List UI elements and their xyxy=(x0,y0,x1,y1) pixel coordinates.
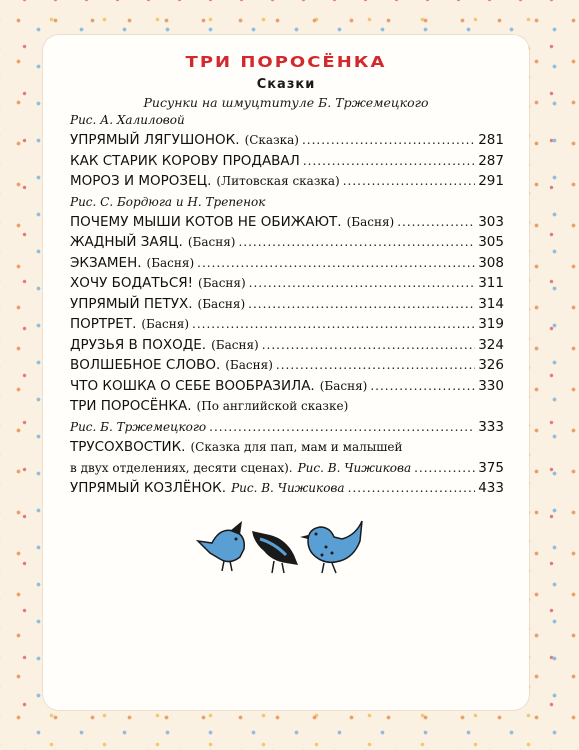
entry-note: (Басня) xyxy=(146,255,195,270)
toc-entry xyxy=(70,214,504,235)
bird-icon xyxy=(252,531,298,573)
page-number: 330 xyxy=(478,377,504,394)
three-birds-icon xyxy=(190,509,370,579)
table-of-contents xyxy=(70,113,504,501)
illustrator-name: Рис. А. Халиловой xyxy=(70,113,185,127)
leader-dots xyxy=(192,317,475,331)
book-title: ТРИ ПОРОСЁНКА xyxy=(185,53,387,72)
leader-dots xyxy=(302,133,475,147)
entry-title: ДРУЗЬЯ В ПОХОДЕ. xyxy=(70,336,207,353)
leader-dots xyxy=(262,338,476,352)
page-number: 281 xyxy=(478,132,504,148)
leader-dots xyxy=(209,420,475,434)
toc-entry xyxy=(70,337,504,358)
entry-note: (Литовская сказка) xyxy=(216,174,340,188)
entry-title: ХОЧУ БОДАТЬСЯ! xyxy=(70,275,194,291)
entry-title: ЭКЗАМЕН. xyxy=(70,254,142,271)
entry-note: (Басня) xyxy=(141,317,189,331)
toc-entry xyxy=(70,398,504,419)
page-number: 287 xyxy=(478,152,504,169)
entry-title: ПОЧЕМУ МЫШИ КОТОВ НЕ ОБИЖАЮТ. xyxy=(70,213,342,230)
page-number: 291 xyxy=(478,173,504,189)
leader-dots xyxy=(348,481,476,495)
toc-entry xyxy=(70,153,504,174)
entry-title: КАК СТАРИК КОРОВУ ПРОДАВАЛ xyxy=(70,152,300,169)
entry-title: ПОРТРЕТ. xyxy=(70,316,137,332)
illustrator-name: Рис. В. Чижикова xyxy=(231,481,345,495)
bird-icon xyxy=(300,521,362,573)
entry-note: (По английской сказке) xyxy=(196,399,349,413)
page-number: 314 xyxy=(478,295,504,312)
entry-title: ТРИ ПОРОСЁНКА. xyxy=(70,398,192,414)
leader-dots xyxy=(197,256,475,270)
entry-note: (Басня) xyxy=(187,235,236,249)
entry-title: ВОЛШЕБНОЕ СЛОВО. xyxy=(70,357,221,373)
entry-note: (Сказка) xyxy=(244,133,299,147)
leader-dots xyxy=(303,154,475,168)
illustrator-line xyxy=(70,195,504,214)
entry-note: (Басня) xyxy=(225,358,273,372)
page-number: 375 xyxy=(478,459,504,476)
entry-note: (Басня) xyxy=(198,276,246,290)
page-number: 303 xyxy=(478,213,504,230)
entry-title: УПРЯМЫЙ КОЗЛЁНОК. xyxy=(70,480,227,496)
toc-entry-continued xyxy=(70,460,504,481)
toc-entry xyxy=(70,357,504,378)
toc-entry xyxy=(70,480,504,501)
page-number: 311 xyxy=(478,275,504,291)
entry-note: (Басня) xyxy=(319,378,368,393)
entry-note: (Сказка для пап, мам и малышей xyxy=(190,440,403,454)
toc-entry xyxy=(70,275,504,296)
entry-title: ЧТО КОШКА О СЕБЕ ВООБРАЗИЛА. xyxy=(70,377,315,394)
entry-title: ТРУСОХВОСТИК. xyxy=(70,439,186,455)
entry-note: (Басня) xyxy=(346,214,395,229)
bird-icon xyxy=(198,521,244,571)
leader-dots xyxy=(343,174,476,188)
toc-entry xyxy=(70,378,504,399)
toc-entry xyxy=(70,296,504,317)
illustrator-line xyxy=(70,113,504,132)
illustrator-name: Рис. В. Чижикова xyxy=(297,460,412,475)
toc-entry xyxy=(70,132,504,153)
page-number: 433 xyxy=(478,480,504,496)
entry-title: УПРЯМЫЙ ПЕТУХ. xyxy=(70,295,193,312)
leader-dots xyxy=(238,235,475,249)
toc-entry xyxy=(70,234,504,255)
toc-entry xyxy=(70,316,504,337)
entry-title: УПРЯМЫЙ ЛЯГУШОНОК. xyxy=(70,132,240,148)
page-number: 333 xyxy=(478,418,504,435)
page-number: 324 xyxy=(478,336,504,353)
page-number: 308 xyxy=(478,254,504,271)
illustration-credit: Рисунки на шмуцтитуле Б. Тржемецкого xyxy=(143,95,429,110)
entry-note: (Басня) xyxy=(211,337,259,352)
entry-note: в двух отделениях, десяти сценах). xyxy=(70,460,293,475)
entry-title: МОРОЗ И МОРОЗЕЦ. xyxy=(70,173,212,189)
toc-entry xyxy=(70,255,504,276)
section-subtitle: Сказки xyxy=(256,77,316,92)
page-number: 326 xyxy=(478,357,504,373)
toc-entry xyxy=(70,439,504,460)
leader-dots xyxy=(370,379,475,393)
page-number: 305 xyxy=(478,234,504,250)
illustrator-name: Рис. Б. Тржемецкого xyxy=(70,419,207,434)
leader-dots xyxy=(397,215,475,229)
page-number: 319 xyxy=(478,316,504,332)
entry-title: ЖАДНЫЙ ЗАЯЦ. xyxy=(70,234,183,250)
leader-dots xyxy=(249,276,476,290)
toc-entry-continued xyxy=(70,419,504,440)
leader-dots xyxy=(248,297,475,311)
leader-dots xyxy=(276,358,475,372)
contents-page xyxy=(43,35,529,710)
leader-dots xyxy=(414,461,475,475)
toc-entry xyxy=(70,173,504,194)
entry-note: (Басня) xyxy=(197,296,246,311)
illustrator-name: Рис. С. Бордюга и Н. Трепенок xyxy=(70,194,266,209)
